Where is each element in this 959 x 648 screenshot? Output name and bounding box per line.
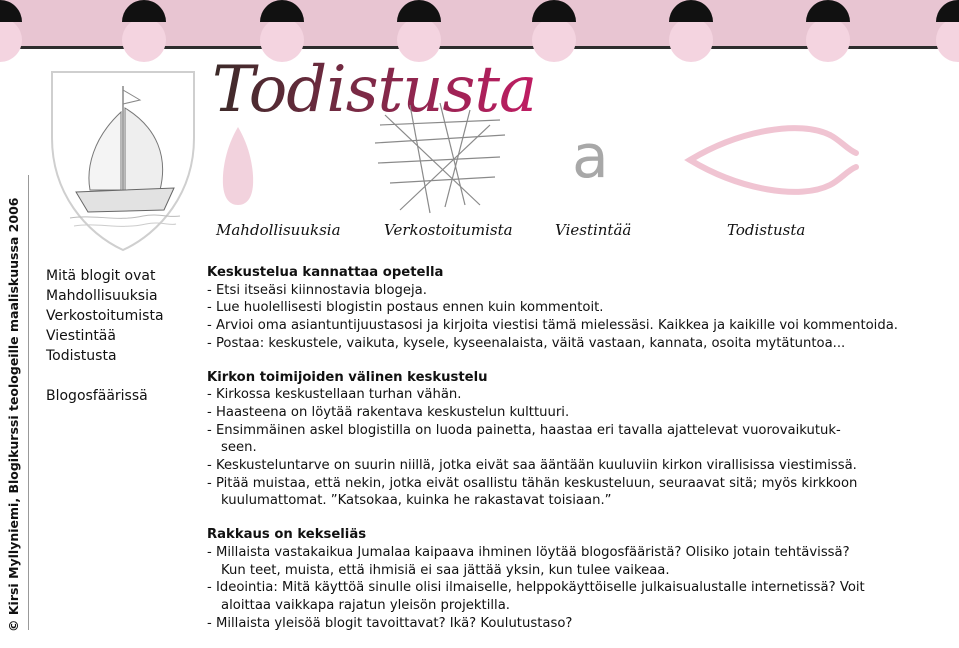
copyright-vertical: © Kirsi Myllyniemi, Blogikurssi teologeille maaliskuussa 2006 [6,197,21,632]
nav-verkostoitumista[interactable]: Verkostoitumista [384,221,513,239]
sidebar-item-viestintaa[interactable]: Viestintää [46,328,116,344]
page-title: Todistusta [212,53,537,127]
ship-shield-icon [48,68,198,253]
section-line: - Kirkossa keskustellaan turhan vähän. [207,387,462,403]
main-content [207,264,927,648]
ichthys-fish-icon [680,125,860,195]
section-keskustelua [207,264,927,353]
sidebar-nav [46,266,164,366]
section-line: Kun teet, muista, että ihmisiä ei saa jättää yksin, kun tulee vaikeaa. [221,562,670,578]
section-line: - Arvioi oma asiantuntijuustasosi ja kirjoita viestisi tämä mielessäsi. Kaikkea ja kaikille voi kommentoida. [207,318,898,334]
section-line: - Etsi itseäsi kiinnostavia blogeja. [207,282,427,298]
decor-letter: a [572,122,609,192]
section-line: - Ideointia: Mitä käyttöä sinulle olisi ilmaiselle, helppokäyttöiselle julkaisualustalle internetissä? Voit [207,580,865,596]
nav-mahdollisuuksia[interactable]: Mahdollisuuksia [216,221,341,239]
section-heading: Kirkon toimijoiden välinen keskustelu [207,369,488,385]
sidebar-item-blogosfaarissa[interactable]: Blogosfäärissä [46,388,148,404]
section-line: - Millaista vastakaikua Jumalaa kaipaava ihminen löytää blogosfääristä? Olisiko jotain tehtävissä? [207,544,850,560]
section-line: - Haasteena on löytää rakentava keskustelun kulttuuri. [207,404,570,420]
section-line: kuulumattomat. ”Katsokaa, kuinka he rakastavat toisiaan.” [221,493,612,509]
nav-todistusta[interactable]: Todistusta [727,221,806,239]
section-line: - Ensimmäinen askel blogistilla on luoda painetta, haastaa eri tavalla ajattelevat vuorovaikutuk- [207,422,841,438]
section-line: - Lue huolellisesti blogistin postaus ennen kuin kommentoit. [207,300,604,316]
section-line: aloittaa vaikkapa rajatun yleisön projektilla. [221,597,510,613]
section-heading: Rakkaus on kekseliäs [207,527,367,543]
sidebar-item-todistusta[interactable]: Todistusta [46,348,117,364]
sidebar-item-verkostoitumista[interactable]: Verkostoitumista [46,308,164,324]
section-heading: Keskustelua kannattaa opetella [207,265,444,280]
section-line: - Postaa: keskustele, vaikuta, kysele, kyseenalaista, väitä vastaan, kannata, osoita mytätuntoa... [207,335,846,351]
net-lines-decoration [370,95,510,215]
section-line: seen. [221,440,257,456]
section-kirkon-toimijoiden [207,369,927,511]
section-rakkaus [207,526,927,632]
pink-drop-icon [220,125,256,207]
nav-viestintaa[interactable]: Viestintää [555,221,632,239]
sidebar-divider [28,175,29,630]
section-line: - Pitää muistaa, että nekin, jotka eivät osallistu tähän keskusteluun, seuraavat sitä; myös kirkkoon [207,475,858,491]
sidebar-item-mita-blogit-ovat[interactable]: Mitä blogit ovat [46,268,156,284]
sidebar-item-mahdollisuuksia[interactable]: Mahdollisuuksia [46,288,158,304]
section-line: - Keskusteluntarve on suurin niillä, jotka eivät saa ääntään kuuluviin kirkon virallisissa viestimissä. [207,458,857,474]
section-line: - Millaista yleisöä blogit tavoittavat? Ikä? Koulutustaso? [207,615,573,631]
